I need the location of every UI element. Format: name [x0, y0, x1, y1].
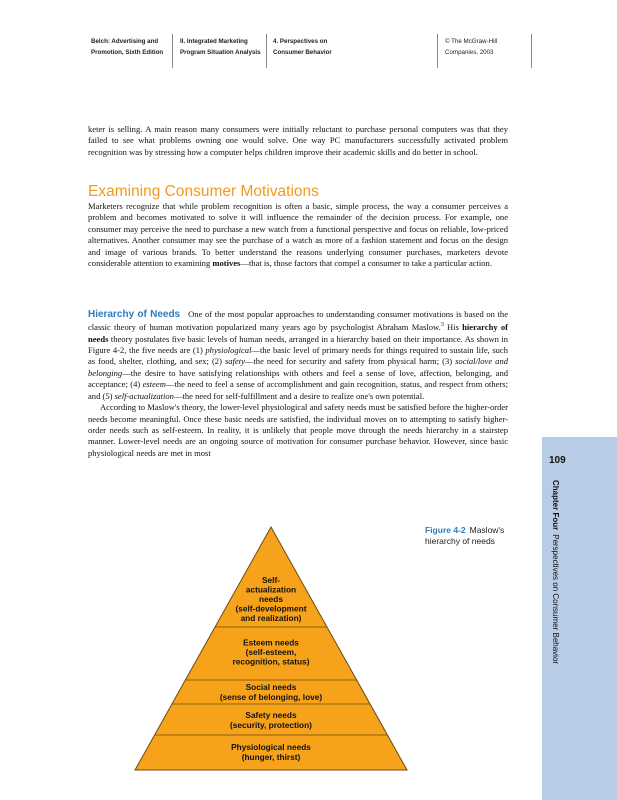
pyramid-level-1: Self-actualization needs (self-development and realization): [235, 574, 307, 624]
maslow-paragraph: According to Maslow's theory, the lower-level physiological and safety needs must be satisfied before the higher-order needs become meaningful. Once these basic needs are satisfied, the individual moves on to attempting to satisfy higher-order needs such as self-esteem. In reality, it is unlikely that people move through the needs hierarchy in a stairstep manner. Lower-level needs are an ongoing source of motivation for consumer purchase behavior. However, since basic physiological needs are met in most: [88, 402, 508, 458]
header-part-title: II. Integrated Marketing Program Situation Analysis: [180, 38, 261, 56]
pyramid-level-4: Safety needs (security, protection): [230, 710, 312, 730]
intro-text: keter is selling. A main reason many consumers were initially reluctant to purchase personal computers was that they failed to see what problems owning one would solve. One way PC manufacturers successfully activated problem recognition was by stressing how a computer helps children improve their academic skills and do better in school.: [88, 124, 508, 157]
figure-caption-text: Maslow's hierarchy of needs: [425, 525, 505, 546]
chapter-number: Chapter Four: [551, 480, 560, 531]
section-heading: Examining Consumer Motivations: [88, 183, 319, 200]
motives-term: motives: [212, 258, 241, 269]
hierarchy-text: His: [443, 322, 463, 333]
hierarchy-text: —the need for self-fulfillment and a desire to realize one's own potential.: [173, 390, 425, 401]
hierarchy-text: —the need to feel a sense of accomplishment and gain recognition, status, and respect from others; and (5): [88, 379, 508, 401]
need-esteem: esteem: [142, 379, 166, 390]
figure-label: Figure 4-2: [425, 525, 466, 535]
subsection-heading: Hierarchy of Needs: [88, 309, 181, 320]
page-number: 109: [549, 455, 566, 466]
motivation-text-end: —that is, those factors that compel a consumer to take a particular action.: [240, 258, 492, 269]
pyramid-level-3: Social needs (sense of belonging, love): [219, 682, 323, 702]
header-chapter-title: 4. Perspectives on Consumer Behavior: [273, 38, 332, 56]
hierarchy-text: One of the most popular approaches to understanding consumer motivations is based on the classic theory of human motivation popularized many years ago by psychologist Abraham Maslow.: [88, 309, 508, 333]
header-copyright: © The McGraw-Hill Companies, 2003: [445, 38, 498, 56]
motivation-text: Marketers recognize that while problem recognition is often a basic, simple process, the way a consumer perceives a problem and becomes motivated to solve it will influence the remainder of the decision process. For example, one consumer may perceive the need to purchase a new watch from a functional perspective and focus on reliable, low-priced alternatives. Another consumer may see the purchase of a watch as more of a fashion statement and focus on the design and image of various brands. To better understand the reasons underlying consumer purchases, marketers devote considerable attention to examining: [88, 201, 508, 269]
need-safety: safety: [224, 356, 245, 367]
pyramid-level-2: Esteem needs (self-esteem, recognition, status): [232, 637, 310, 667]
header-book-title: Belch: Advertising and Promotion, Sixth Edition: [91, 38, 164, 56]
need-physiological: physiological: [205, 345, 252, 356]
footnote-ref: 3: [440, 322, 444, 329]
need-self-actualization: self-actualization: [114, 390, 174, 401]
hierarchy-text: —the basic level of primary needs for things required to sustain life, such as food, shelter, clothing, and sex; (2): [88, 345, 508, 367]
chapter-title: Perspectives on Consumer Behavior: [551, 534, 560, 665]
hierarchy-text: —the desire to have satisfying relationships with others and feel a sense of love, affection, belonging, and acceptance; (4): [88, 367, 508, 390]
hierarchy-text: —the need for security and safety from physical harm; (3): [244, 356, 456, 367]
hierarchy-text: theory postulates five basic levels of human needs, arranged in a hierarchy based on their importance. As shown in Figure 4-2, the five needs are (1): [88, 333, 508, 356]
hierarchy-term: hierarchy of needs: [88, 322, 508, 344]
need-social: social/love and belonging: [88, 356, 508, 378]
pyramid-level-5: Physiological needs (hunger, thirst): [231, 742, 311, 762]
